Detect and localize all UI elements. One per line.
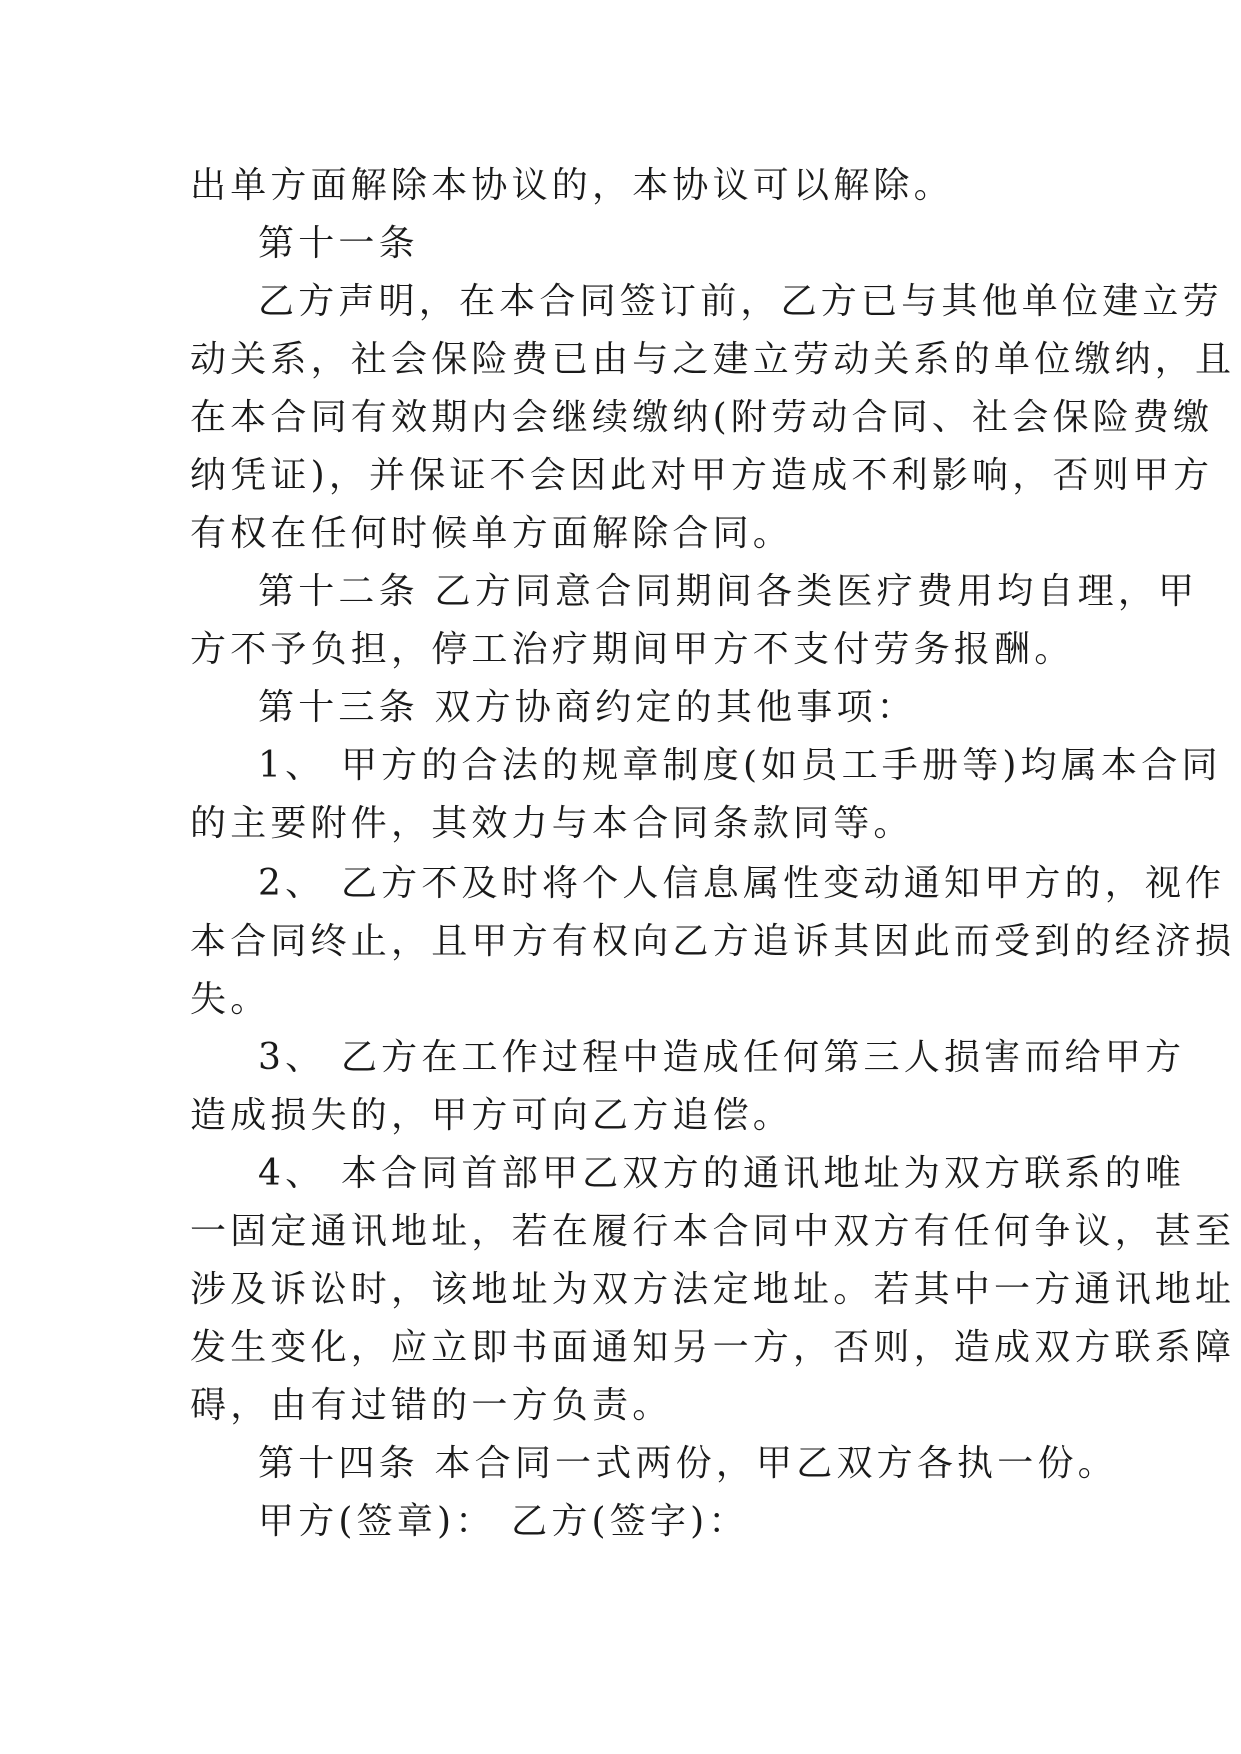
list-item: 4、 本合同首部甲乙双方的通讯地址为双方联系的唯 [258,1153,1186,1194]
text-line: 碍，由有过错的一方负责。 [190,1385,673,1426]
text-line: 乙方声明，在本合同签订前，乙方已与其他单位建立劳 [258,281,1223,322]
text-line: 本合同终止，且甲方有权向乙方追诉其因此而受到的经济损 [190,921,1236,962]
text-line: 涉及诉讼时，该地址为双方法定地址。若其中一方通讯地址 [190,1269,1236,1310]
list-item: 2、 乙方不及时将个人信息属性变动通知甲方的，视作 [258,863,1226,904]
text-line: 出单方面解除本协议的，本协议可以解除。 [190,165,954,206]
article-heading: 第十三条 双方协商约定的其他事项： [258,687,917,728]
article-heading: 第十二条 乙方同意合同期间各类医疗费用均自理，甲 [258,571,1199,612]
text-line: 造成损失的，甲方可向乙方追偿。 [190,1095,794,1136]
signature-line: 甲方(签章)： 乙方(签字)： [258,1501,749,1542]
text-line: 发生变化，应立即书面通知另一方，否则，造成双方联系障 [190,1327,1236,1368]
list-item: 3、 乙方在工作过程中造成任何第三人损害而给甲方 [258,1037,1186,1078]
text-line: 有权在任何时候单方面解除合同。 [190,513,794,554]
text-line: 动关系，社会保险费已由与之建立劳动关系的单位缴纳，且 [190,339,1236,380]
text-line: 失。 [190,979,271,1020]
text-line: 一固定通讯地址，若在履行本合同中双方有任何争议，甚至 [190,1211,1236,1252]
text-line: 在本合同有效期内会继续缴纳(附劳动合同、社会保险费缴 [190,397,1214,438]
list-item: 1、 甲方的合法的规章制度(如员工手册等)均属本合同 [258,745,1222,786]
text-line: 方不予负担，停工治疗期间甲方不支付劳务报酬。 [190,629,1075,670]
text-line: 的主要附件，其效力与本合同条款同等。 [190,803,914,844]
article-heading: 第十一条 [258,223,419,264]
article-heading: 第十四条 本合同一式两份，甲乙双方各执一份。 [258,1443,1118,1484]
text-line: 纳凭证)，并保证不会因此对甲方造成不利影响，否则甲方 [190,455,1214,496]
